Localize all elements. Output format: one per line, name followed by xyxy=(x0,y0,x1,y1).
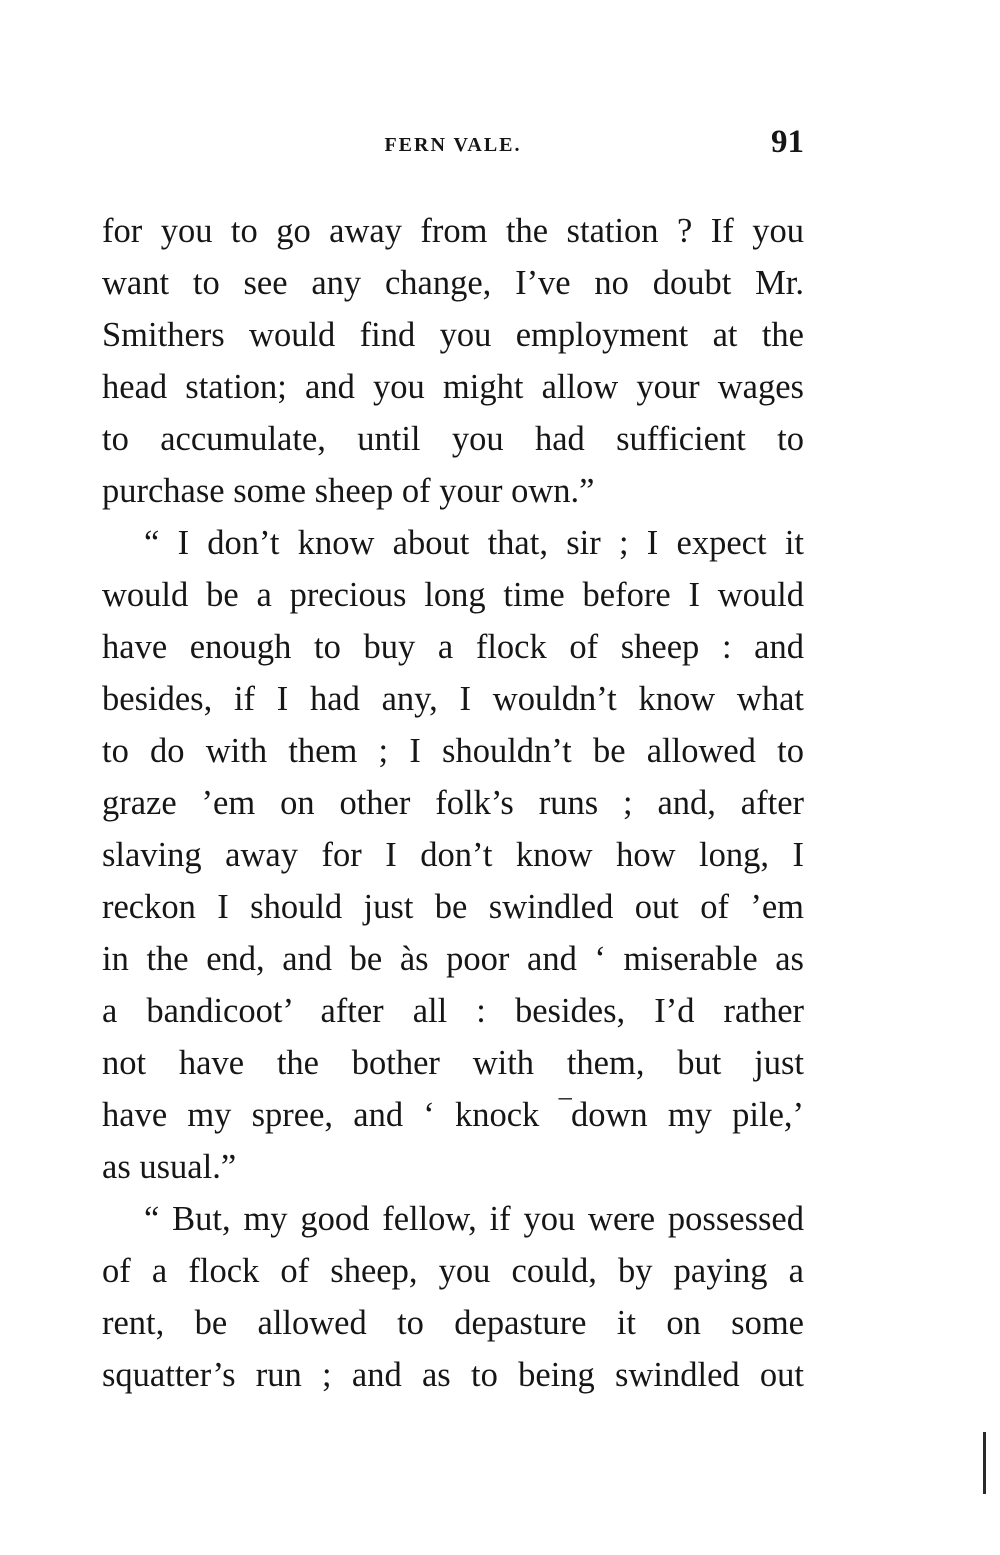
text-line: have enough to buy a flock of sheep : and xyxy=(102,628,804,666)
text-line: in the end, and be às poor and ‘ miserable as xyxy=(102,940,804,978)
text-line: to do with them ; I shouldn’t be allowed to xyxy=(102,732,804,770)
text-line: “ But, my good fellow, if you were possessed xyxy=(144,1200,804,1238)
text-line: Smithers would find you employment at the xyxy=(102,316,804,354)
text-line: have my spree, and ‘ knock ‾down my pile,’ xyxy=(102,1096,804,1134)
text-line: slaving away for I don’t know how long, I xyxy=(102,836,804,874)
text-line: squatter’s run ; and as to being swindled out xyxy=(102,1356,804,1394)
text-line: of a flock of sheep, you could, by paying a xyxy=(102,1252,804,1290)
text-line: head station; and you might allow your wages xyxy=(102,368,804,406)
text-line: a bandicoot’ after all : besides, I’d rather xyxy=(102,992,804,1030)
running-head xyxy=(102,124,804,164)
text-line: not have the bother with them, but just xyxy=(102,1044,804,1082)
text-line: graze ’em on other folk’s runs ; and, after xyxy=(102,784,804,822)
body-text xyxy=(102,205,804,1401)
text-line: want to see any change, I’ve no doubt Mr. xyxy=(102,264,804,302)
text-line: as usual.” xyxy=(102,1148,237,1186)
text-line: for you to go away from the station ? If you xyxy=(102,212,804,250)
page-number: 91 xyxy=(771,124,804,160)
text-line: rent, be allowed to depasture it on some xyxy=(102,1304,804,1342)
running-title: FERN VALE. xyxy=(384,134,522,156)
scan-edge-mark xyxy=(983,1432,986,1494)
text-line: reckon I should just be swindled out of ’em xyxy=(102,888,804,926)
text-line: purchase some sheep of your own.” xyxy=(102,472,595,510)
text-line: would be a precious long time before I would xyxy=(102,576,804,614)
text-line: “ I don’t know about that, sir ; I expect it xyxy=(144,524,804,562)
text-line: to accumulate, until you had sufficient to xyxy=(102,420,804,458)
text-line: besides, if I had any, I wouldn’t know what xyxy=(102,680,804,718)
